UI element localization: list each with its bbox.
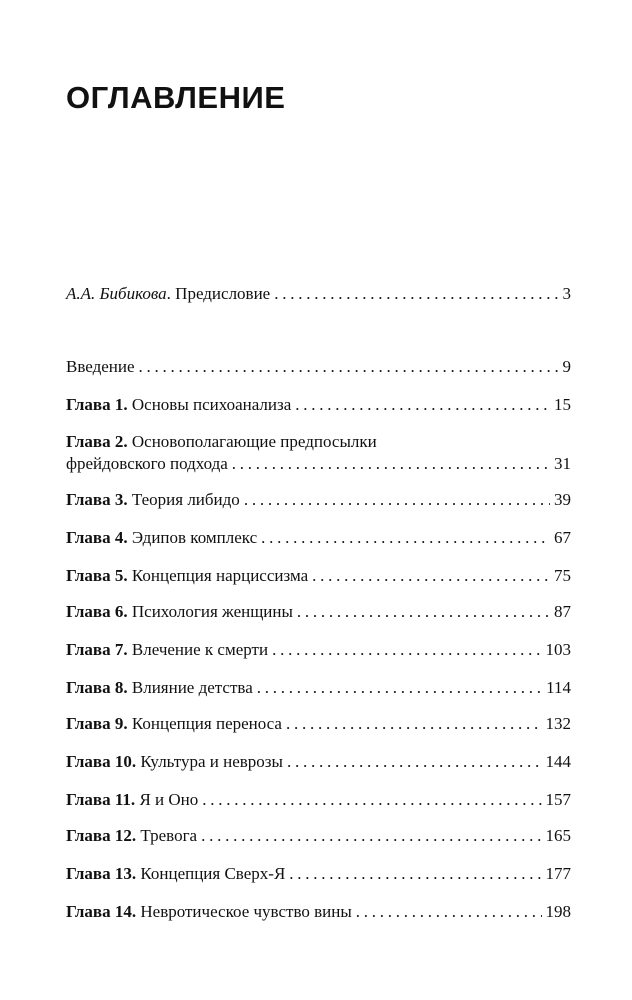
entry-title: Глава 14. Невротическое чувство вины [66,902,352,921]
page-number: 132 [545,714,571,733]
leader-dots [274,284,558,304]
chapter-label: Глава 14. [66,902,137,921]
leader-dots [295,395,550,415]
page-number: 67 [554,528,571,547]
entry-title: фрейдовского подхода [66,454,228,473]
entry-title: Введение [66,357,135,376]
chapter-label: Глава 2. [66,432,128,451]
toc-entry-chapter-8[interactable] [66,678,571,698]
entry-title: Глава 1. Основы психоанализа [66,395,292,414]
entry-title: Глава 6. Психология женщины [66,602,293,621]
page-number: 3 [562,284,571,303]
toc-entry-chapter-2[interactable] [66,454,571,474]
chapter-label: Глава 9. [66,714,128,733]
page-number: 144 [545,752,571,771]
page-title: ОГЛАВЛЕНИЕ [66,80,286,115]
toc-entry-chapter-14[interactable] [66,902,571,922]
toc-entry-chapter-1[interactable] [66,395,571,415]
preface-title: Предисловие [175,284,271,303]
chapter-label: Глава 11. [66,790,136,809]
page-number: 177 [545,864,571,883]
chapter-label: Глава 13. [66,864,137,883]
entry-title: Глава 5. Концепция нарциссизма [66,566,309,585]
toc-entry-chapter-12[interactable] [66,826,571,846]
toc-entry-chapter-6[interactable] [66,602,571,622]
toc-entry-chapter-13[interactable] [66,864,571,884]
page-number: 39 [554,490,571,509]
page-number: 9 [562,357,571,376]
chapter-label: Глава 3. [66,490,128,509]
leader-dots [286,714,542,734]
toc-entry-chapter-10[interactable] [66,752,571,772]
toc-entry-chapter-3[interactable] [66,490,571,510]
leader-dots [289,864,541,884]
leader-dots [312,566,550,586]
preface-author: А.А. Бибикова [66,284,167,303]
leader-dots [244,490,550,510]
chapter-label: Глава 12. [66,826,137,845]
entry-title: Глава 3. Теория либидо [66,490,240,509]
chapter-label: Глава 8. [66,678,128,697]
leader-dots [356,902,542,922]
page-number: 75 [554,566,571,585]
toc-entry-chapter-5[interactable] [66,566,571,586]
entry-title: Глава 9. Концепция переноса [66,714,282,733]
leader-dots [287,752,542,772]
chapter-title-line1: Глава 2. Основополагающие предпосылки [66,432,377,451]
toc-entry-chapter-11[interactable] [66,790,571,810]
leader-dots [202,790,541,810]
entry-title: Глава 11. Я и Оно [66,790,199,809]
entry-title: Глава 8. Влияние детства [66,678,253,697]
leader-dots [232,454,550,474]
entry-title: Глава 13. Концепция Сверх-Я [66,864,286,883]
page-number: 114 [546,678,571,697]
entry-title: Глава 4. Эдипов комплекс [66,528,258,547]
leader-dots [297,602,550,622]
page-number: 87 [554,602,571,621]
page-number: 103 [545,640,571,659]
entry-title: Глава 12. Тревога [66,826,198,845]
leader-dots [261,528,550,548]
chapter-label: Глава 6. [66,602,128,621]
entry-title: Глава 10. Культура и неврозы [66,752,283,771]
chapter-label: Глава 1. [66,395,128,414]
page-number: 165 [545,826,571,845]
toc-entry-chapter-9[interactable] [66,714,571,734]
leader-dots [201,826,541,846]
chapter-label: Глава 10. [66,752,137,771]
page-number: 31 [554,454,571,473]
toc-entry-chapter-7[interactable] [66,640,571,660]
toc-entry-chapter-4[interactable] [66,528,571,548]
leader-dots [139,357,559,377]
entry-title: Глава 7. Влечение к смерти [66,640,269,659]
chapter-label: Глава 4. [66,528,128,547]
chapter-label: Глава 7. [66,640,128,659]
page-number: 15 [554,395,571,414]
toc-entry-preface[interactable]: А.А. Бибикова. Предисловие . . . 3 [66,284,571,304]
leader-dots [257,678,542,698]
toc-entry-intro[interactable] [66,357,571,377]
page-number: 157 [545,790,571,809]
page-number: 198 [545,902,571,921]
chapter-label: Глава 5. [66,566,128,585]
leader-dots [272,640,541,660]
